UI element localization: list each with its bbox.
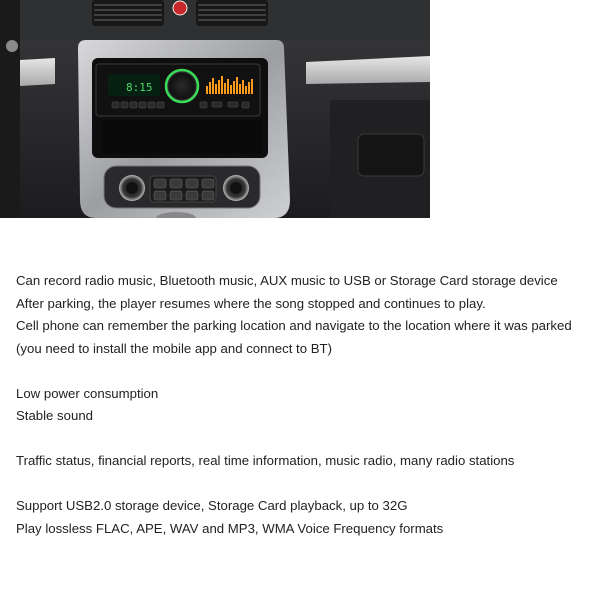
feature-line: Can record radio music, Bluetooth music, AUX music to USB or Storage Card storage device (16, 273, 558, 288)
volume-knob (166, 70, 198, 102)
display-time: 8:15 (126, 81, 153, 94)
feature-line: Cell phone can remember the parking location and navigate to the location where it was parked (you need to install the mobile app and connect to BT) (16, 318, 572, 356)
product-description (16, 270, 586, 540)
paragraph-gap (16, 473, 586, 496)
feature-line: After parking, the player resumes where the song stopped and continues to play. (16, 295, 486, 311)
climate-control-panel (104, 166, 260, 208)
paragraph-gap (16, 360, 586, 383)
air-vent-left (92, 0, 164, 26)
feature-line: Support USB2.0 storage device, Storage Card playback, up to 32G (16, 498, 408, 513)
product-photo (0, 0, 430, 218)
hazard-button (173, 1, 187, 15)
paragraph-gap (16, 428, 586, 451)
feature-line: Stable sound (16, 408, 93, 423)
air-vent-right (196, 0, 268, 26)
car-radio-head-unit (96, 64, 260, 116)
feature-line: Low power consumption (16, 385, 159, 401)
feature-line: Play lossless FLAC, APE, WAV and MP3, WMA Voice Frequency formats (16, 520, 444, 536)
feature-line: Traffic status, financial reports, real time information, music radio, many radio stations (16, 453, 515, 468)
